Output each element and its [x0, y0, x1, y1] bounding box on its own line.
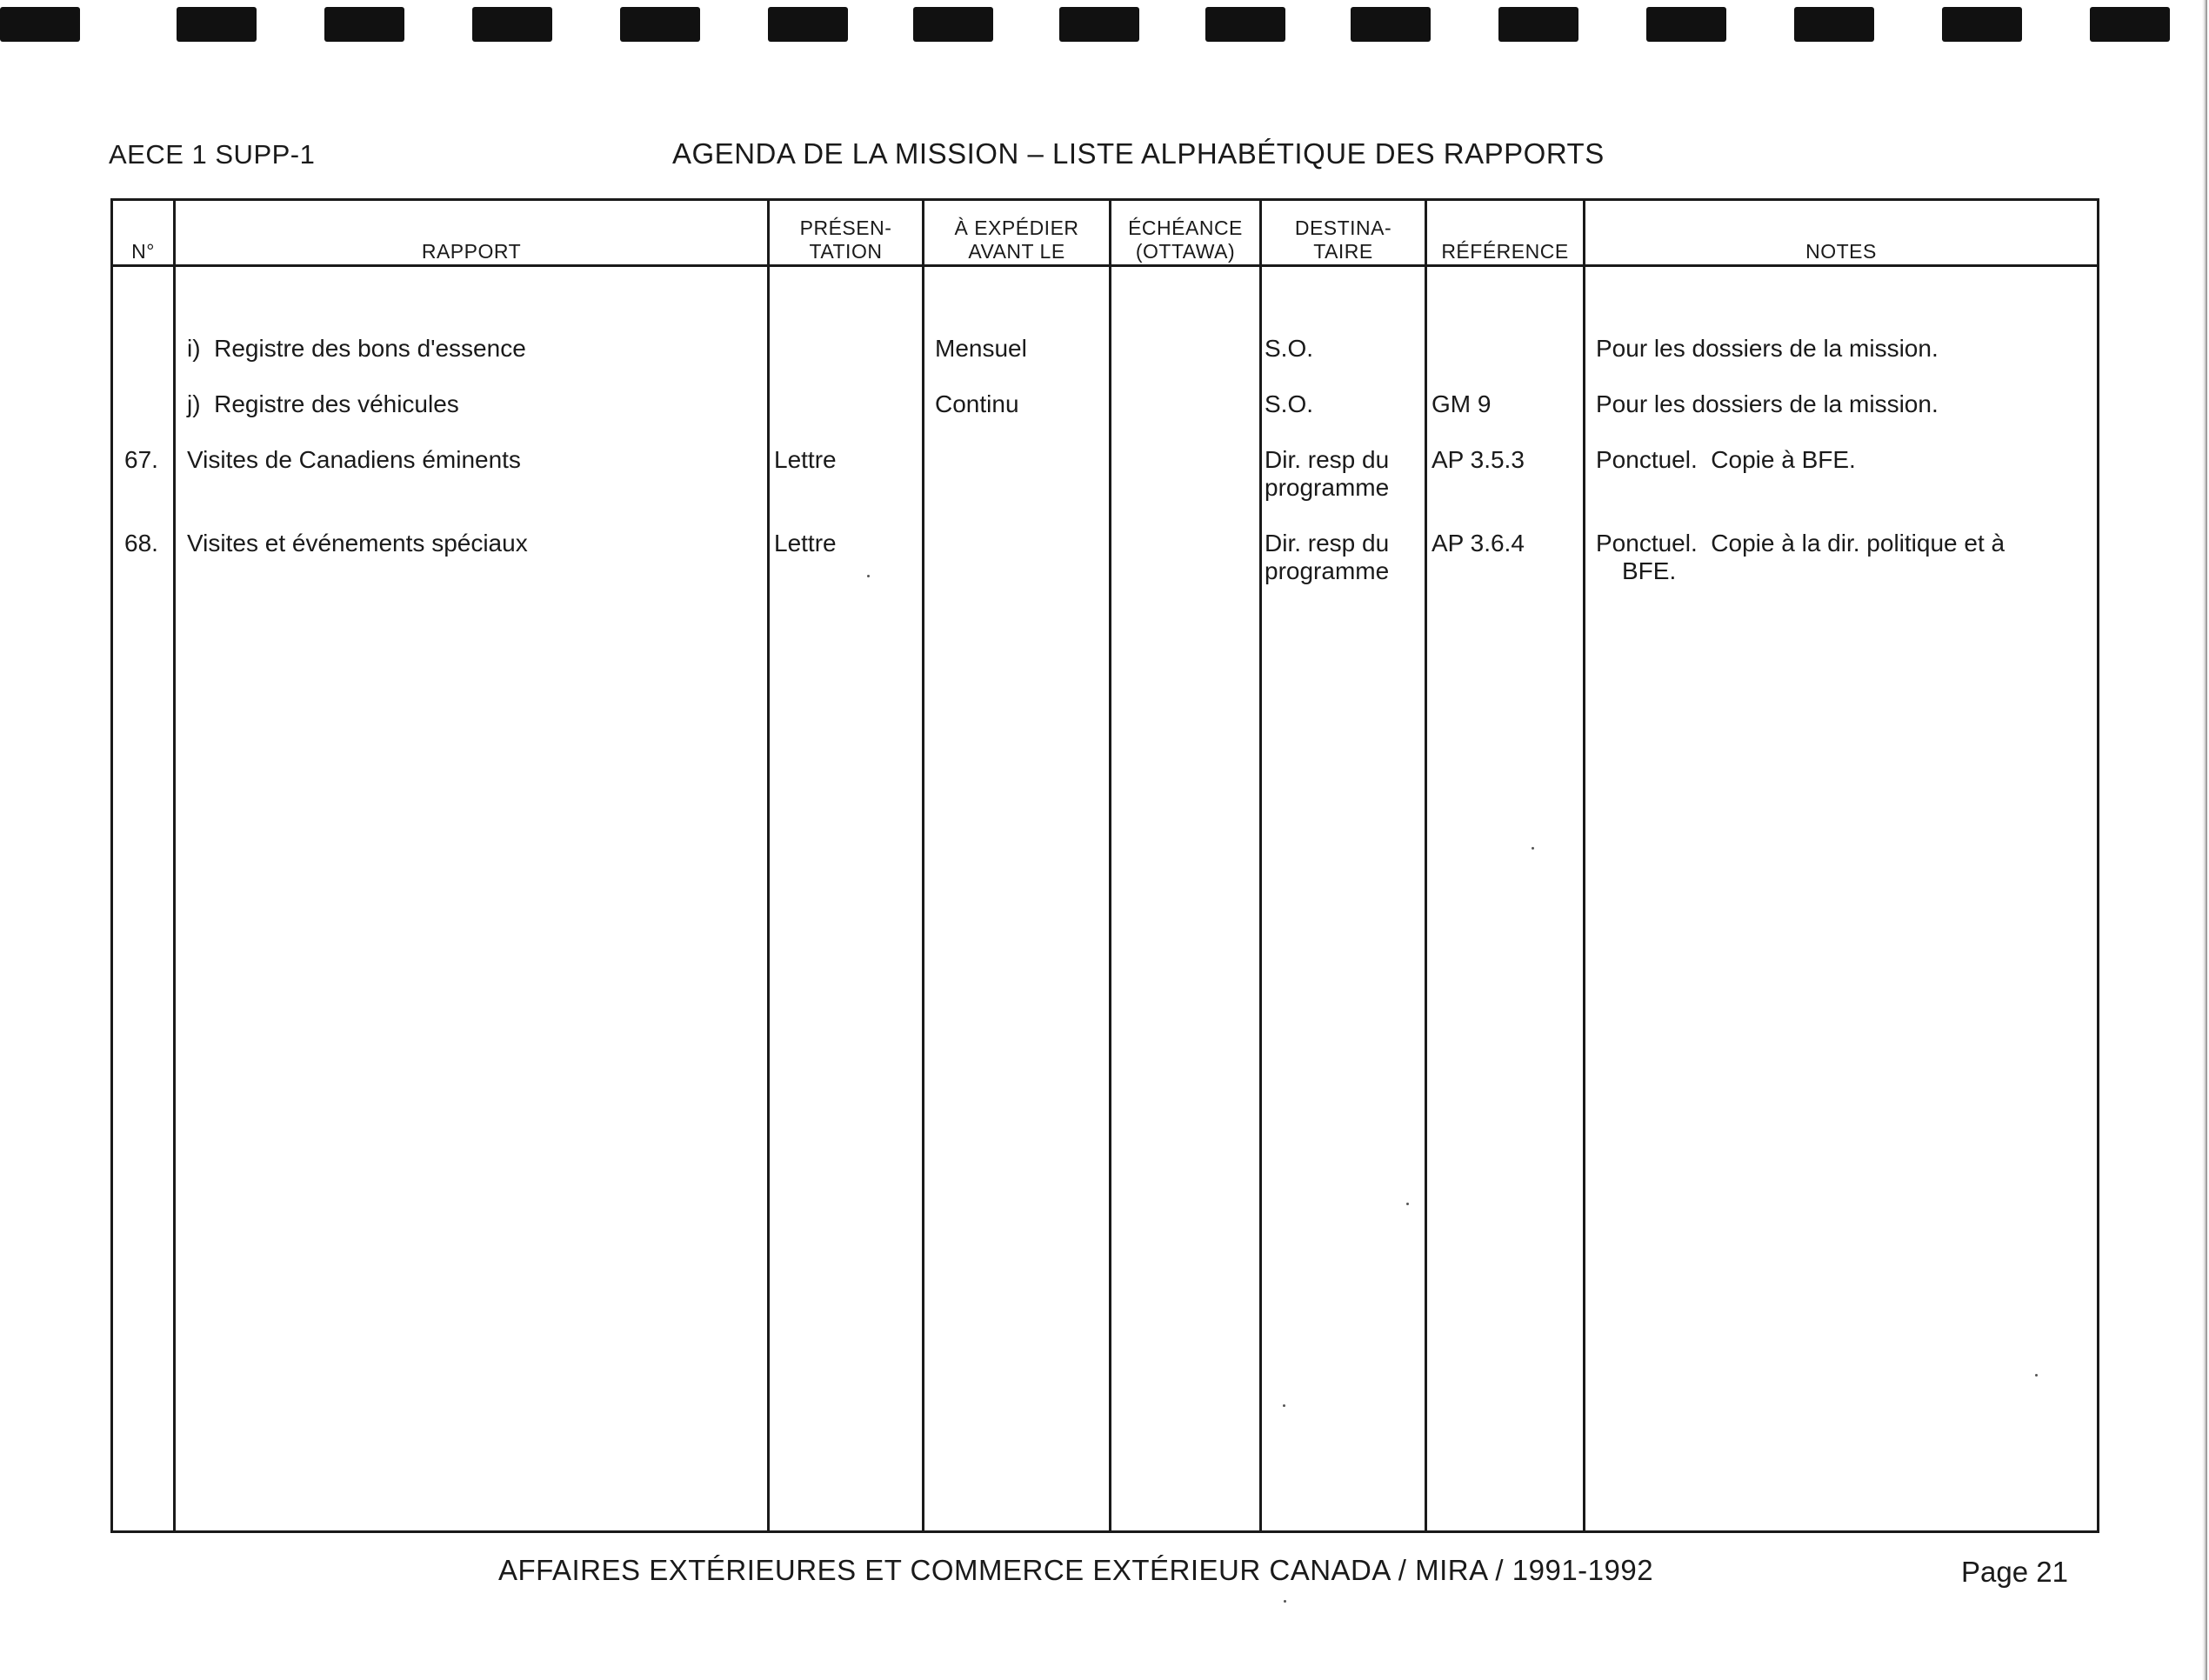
- column-divider: [173, 201, 176, 1530]
- table-cell-reference: GM 9: [1432, 390, 1492, 417]
- column-header-destinataire: [1262, 213, 1425, 263]
- column-header-line: RÉFÉRENCE: [1441, 240, 1569, 263]
- column-divider: [1583, 201, 1585, 1530]
- column-header-echeance: [1111, 213, 1259, 263]
- table-cell-rapport: i) Registre des bons d'essence: [187, 335, 526, 362]
- table-cell-notes: Pour les dossiers de la mission.: [1596, 335, 1939, 362]
- table-cell-destinataire: S.O.: [1265, 390, 1314, 417]
- binding-hole: [1205, 7, 1285, 42]
- column-divider: [1259, 201, 1262, 1530]
- page-number: Page 21: [1961, 1556, 2068, 1588]
- column-header-line: N°: [131, 240, 155, 263]
- column-header-expedier: [924, 213, 1109, 263]
- table-cell-notes: BFE.: [1622, 557, 1677, 584]
- table-cell-presentation: Lettre: [774, 530, 837, 557]
- table-cell-destinataire: S.O.: [1265, 335, 1314, 362]
- table-cell-rapport: Visites de Canadiens éminents: [187, 446, 521, 473]
- table-cell-no: 68.: [124, 530, 158, 557]
- table-cell-reference: AP 3.5.3: [1432, 446, 1525, 473]
- column-header-presentation: [770, 213, 922, 263]
- column-header-line: À EXPÉDIER: [954, 217, 1079, 239]
- column-header-line: (OTTAWA): [1135, 240, 1236, 263]
- table-cell-notes: Ponctuel. Copie à la dir. politique et à: [1596, 530, 2005, 557]
- column-header-reference: [1427, 213, 1583, 263]
- table-cell-notes: Pour les dossiers de la mission.: [1596, 390, 1939, 417]
- table-cell-rapport: j) Registre des véhicules: [187, 390, 459, 417]
- column-header-line: PRÉSEN-: [799, 217, 892, 239]
- scan-speck: [1406, 1203, 1409, 1205]
- column-header-line: TATION: [809, 240, 883, 263]
- column-divider: [922, 201, 924, 1530]
- binding-hole: [472, 7, 552, 42]
- binding-hole: [1351, 7, 1431, 42]
- scan-speck: [1283, 1404, 1285, 1407]
- table-cell-destinataire: programme: [1265, 474, 1390, 501]
- column-header-line: ÉCHÉANCE: [1128, 217, 1243, 239]
- binding-hole: [1498, 7, 1578, 42]
- table-cell-notes: Ponctuel. Copie à BFE.: [1596, 446, 1856, 473]
- binding-hole: [1059, 7, 1139, 42]
- column-header-line: AVANT LE: [968, 240, 1065, 263]
- footer-text: AFFAIRES EXTÉRIEURES ET COMMERCE EXTÉRIEUR CANADA / MIRA / 1991-1992: [498, 1554, 1654, 1586]
- scan-speck: [1284, 1600, 1286, 1603]
- reports-table: [110, 198, 2099, 1533]
- binding-hole: [2090, 7, 2170, 42]
- binding-hole: [0, 7, 80, 42]
- binding-hole: [1942, 7, 2022, 42]
- table-cell-rapport: Visites et événements spéciaux: [187, 530, 528, 557]
- table-cell-destinataire: programme: [1265, 557, 1390, 584]
- column-header-notes: [1585, 213, 2097, 263]
- binding-holes: [0, 7, 2209, 43]
- column-divider: [1109, 201, 1111, 1530]
- column-header-no: [113, 213, 173, 263]
- table-cell-destinataire: Dir. resp du: [1265, 530, 1390, 557]
- scan-speck: [1532, 847, 1534, 850]
- header-rule: [113, 264, 2097, 267]
- table-cell-presentation: Lettre: [774, 446, 837, 473]
- column-divider: [1425, 201, 1427, 1530]
- scan-edge-shadow: [2202, 0, 2207, 1680]
- binding-hole: [177, 7, 257, 42]
- binding-hole: [768, 7, 848, 42]
- binding-hole: [324, 7, 404, 42]
- table-cell-expedier: Continu: [935, 390, 1019, 417]
- document-code: AECE 1 SUPP-1: [109, 139, 316, 170]
- page-title: AGENDA DE LA MISSION – LISTE ALPHABÉTIQUE DES RAPPORTS: [672, 137, 1605, 170]
- column-header-line: RAPPORT: [421, 240, 522, 263]
- binding-hole: [1646, 7, 1726, 42]
- table-cell-expedier: Mensuel: [935, 335, 1027, 362]
- scan-speck: [2035, 1374, 2038, 1377]
- binding-hole: [1794, 7, 1874, 42]
- column-header-line: TAIRE: [1313, 240, 1373, 263]
- table-cell-no: 67.: [124, 446, 158, 473]
- binding-hole: [913, 7, 993, 42]
- column-divider: [767, 201, 770, 1530]
- binding-hole: [620, 7, 700, 42]
- column-header-rapport: [176, 213, 767, 263]
- table-cell-reference: AP 3.6.4: [1432, 530, 1525, 557]
- column-header-line: DESTINA-: [1294, 217, 1392, 239]
- scan-speck: [867, 575, 870, 577]
- table-cell-destinataire: Dir. resp du: [1265, 446, 1390, 473]
- column-header-line: NOTES: [1805, 240, 1877, 263]
